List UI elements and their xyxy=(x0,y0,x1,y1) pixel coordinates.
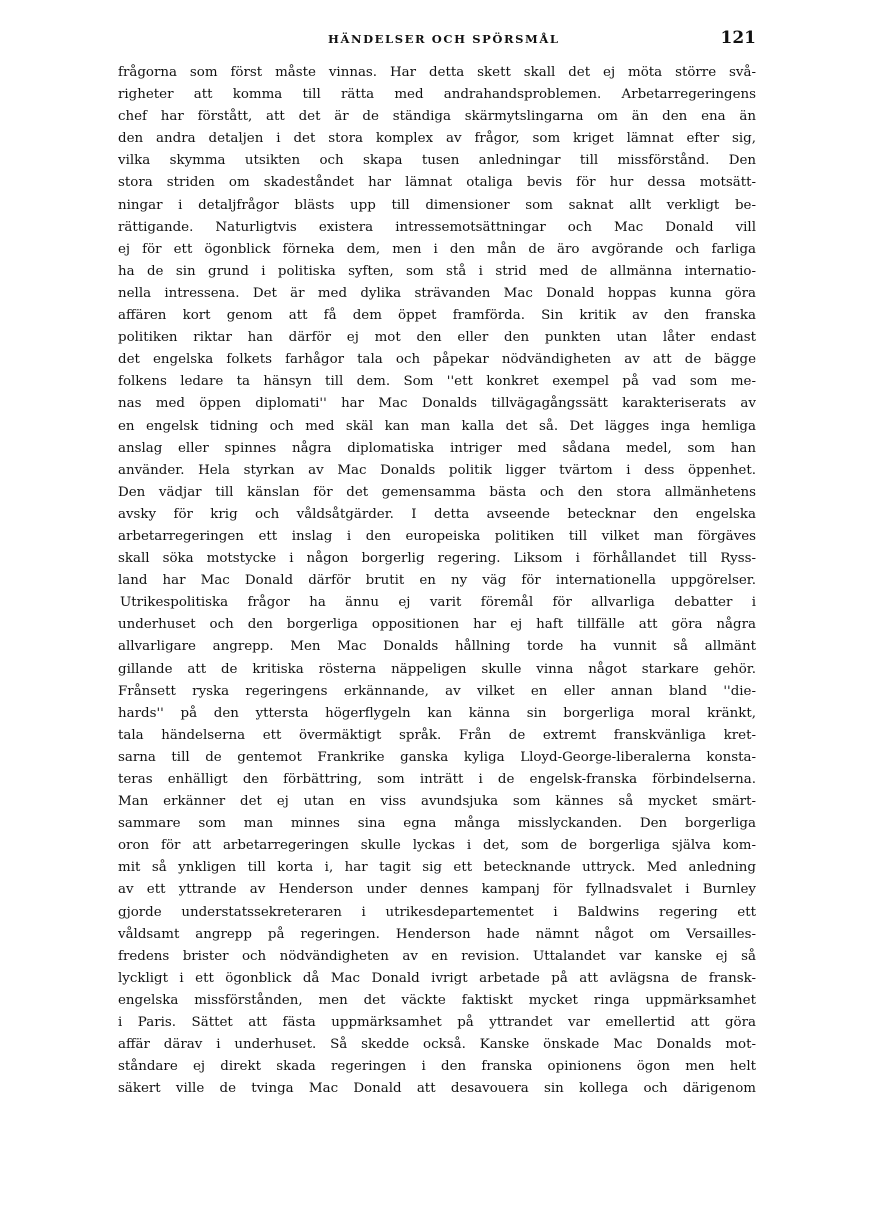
text-line: mit så ynkligen till korta i, har tagit sig ett betecknande uttryck. Med anledning xyxy=(118,860,756,876)
text-line: en engelsk tidning och med skäl kan man kalla det så. Det lägges inga hemliga xyxy=(118,418,756,434)
text-line: vilka skymma utsikten och skapa tusen anledningar till missförstånd. Den xyxy=(118,153,756,169)
text-line: avsky för krig och våldsåtgärder. I detta avseende betecknar den engelska xyxy=(118,506,756,522)
text-line: ej för ett ögonblick förneka dem, men i den mån de äro avgörande och farliga xyxy=(118,241,756,257)
text-line: engelska missförstånden, men det väckte faktiskt mycket ringa uppmärksamhet xyxy=(118,992,756,1008)
text-line: ha de sin grund i politiska syften, som stå i strid med de allmänna internatio- xyxy=(118,263,756,279)
text-line: Man erkänner det ej utan en viss avundsjuka som kännes så mycket smärt- xyxy=(118,794,756,810)
text-line: chef har förstått, att det är de ständiga skärmytslingarna om än den ena än xyxy=(118,109,756,125)
text-line: Frånsett ryska regeringens erkännande, av vilket en eller annan bland ''die- xyxy=(118,683,756,699)
text-line: teras enhälligt den förbättring, som inträtt i de engelsk-franska förbindelserna. xyxy=(118,772,756,787)
text-line: hards'' på den yttersta högerflygeln kan känna sin borgerliga moral kränkt, xyxy=(118,705,756,721)
text-line: ningar i detaljfrågor blästs upp till dimensioner som saknat allt verkligt be- xyxy=(118,197,756,213)
text-line: land har Mac Donald därför brutit en ny väg för internationella uppgörelser. xyxy=(118,573,756,589)
text-line: använder. Hela styrkan av Mac Donalds politik ligger tvärtom i dess öppenhet. xyxy=(118,462,756,478)
text-line: oron för att arbetarregeringen skulle lyckas i det, som de borgerliga själva kom- xyxy=(118,838,756,854)
text-line: gillande att de kritiska rösterna näppeligen skulle vinna något starkare gehör. xyxy=(118,661,756,677)
text-line: Den vädjar till känslan för det gemensamma bästa och den stora allmänhetens xyxy=(118,484,756,500)
text-line: fredens brister och nödvändigheten av en revision. Uttalandet var kanske ej så xyxy=(118,948,756,964)
text-line: affären kort genom att få dem öppet framförda. Sin kritik av den franska xyxy=(118,308,756,324)
text-line: våldsamt angrepp på regeringen. Henderson hade nämnt något om Versailles- xyxy=(118,926,756,942)
text-line: rättigande. Naturligtvis existera intressemotsättningar och Mac Donald vill xyxy=(118,219,756,235)
page-number: 121 xyxy=(720,28,756,48)
text-line: righeter att komma till rätta med andrahandsproblemen. Arbetarregeringens xyxy=(118,87,756,103)
text-line: tala händelserna ett övermäktigt språk. Från de extremt franskvänliga kret- xyxy=(118,727,756,743)
text-line: skall söka motstycke i någon borgerlig regering. Liksom i förhållandet till Ryss- xyxy=(118,551,756,567)
text-line: i Paris. Sättet att fästa uppmärksamhet på yttrandet var emellertid att göra xyxy=(118,1015,756,1031)
text-line: nas med öppen diplomati'' har Mac Donalds tillvägagångssätt karakteriserats av xyxy=(118,396,756,412)
running-title: HÄNDELSER OCH SPÖRSMÅL xyxy=(328,32,560,46)
text-line: ståndare ej direkt skada regeringen i den franska opinionens ögon men helt xyxy=(118,1059,756,1075)
text-line: politiken riktar han därför ej mot den eller den punkten utan låter endast xyxy=(118,330,756,346)
text-line: Utrikespolitiska frågor ha ännu ej varit föremål för allvarliga debatter i xyxy=(120,595,756,611)
text-line: det engelska folkets farhågor tala och påpekar nödvändigheten av att de bägge xyxy=(118,352,756,368)
text-line: säkert ville de tvinga Mac Donald att desavouera sin kollega och därigenom xyxy=(118,1081,756,1097)
text-line: folkens ledare ta hänsyn till dem. Som ''ett konkret exempel på vad som me- xyxy=(118,374,756,390)
text-line: allvarligare angrepp. Men Mac Donalds hållning torde ha vunnit så allmänt xyxy=(118,639,756,655)
page-header xyxy=(118,26,756,52)
text-line: nella intressena. Det är med dylika strävanden Mac Donald hoppas kunna göra xyxy=(118,285,756,301)
text-line: sammare som man minnes sina egna många misslyckanden. Den borgerliga xyxy=(118,816,756,832)
text-line: stora striden om skadeståndet har lämnat otaliga bevis för hur dessa motsätt- xyxy=(118,175,756,191)
text-line: frågorna som först måste vinnas. Har detta skett skall det ej möta större svå- xyxy=(118,65,756,80)
text-line: av ett yttrande av Henderson under dennes kampanj för fyllnadsvalet i Burnley xyxy=(118,882,756,898)
text-line: anslag eller spinnes några diplomatiska intriger med sådana medel, som han xyxy=(118,440,756,456)
text-line: affär därav i underhuset. Så skedde också. Kanske önskade Mac Donalds mot- xyxy=(118,1037,756,1053)
text-line: sarna till de gentemot Frankrike ganska kyliga Lloyd-George-liberalerna konsta- xyxy=(118,749,756,765)
text-line: arbetarregeringen ett inslag i den europeiska politiken till vilket man förgäves xyxy=(118,528,756,544)
text-line: den andra detaljen i det stora komplex av frågor, som kriget lämnat efter sig, xyxy=(118,131,756,147)
text-line: underhuset och den borgerliga oppositionen har ej haft tillfälle att göra några xyxy=(118,617,756,633)
text-line: gjorde understatssekreteraren i utrikesdepartementet i Baldwins regering ett xyxy=(118,904,756,920)
body-text xyxy=(118,62,756,1100)
text-line: lyckligt i ett ögonblick då Mac Donald ivrigt arbetade på att avlägsna de fransk- xyxy=(118,970,756,986)
